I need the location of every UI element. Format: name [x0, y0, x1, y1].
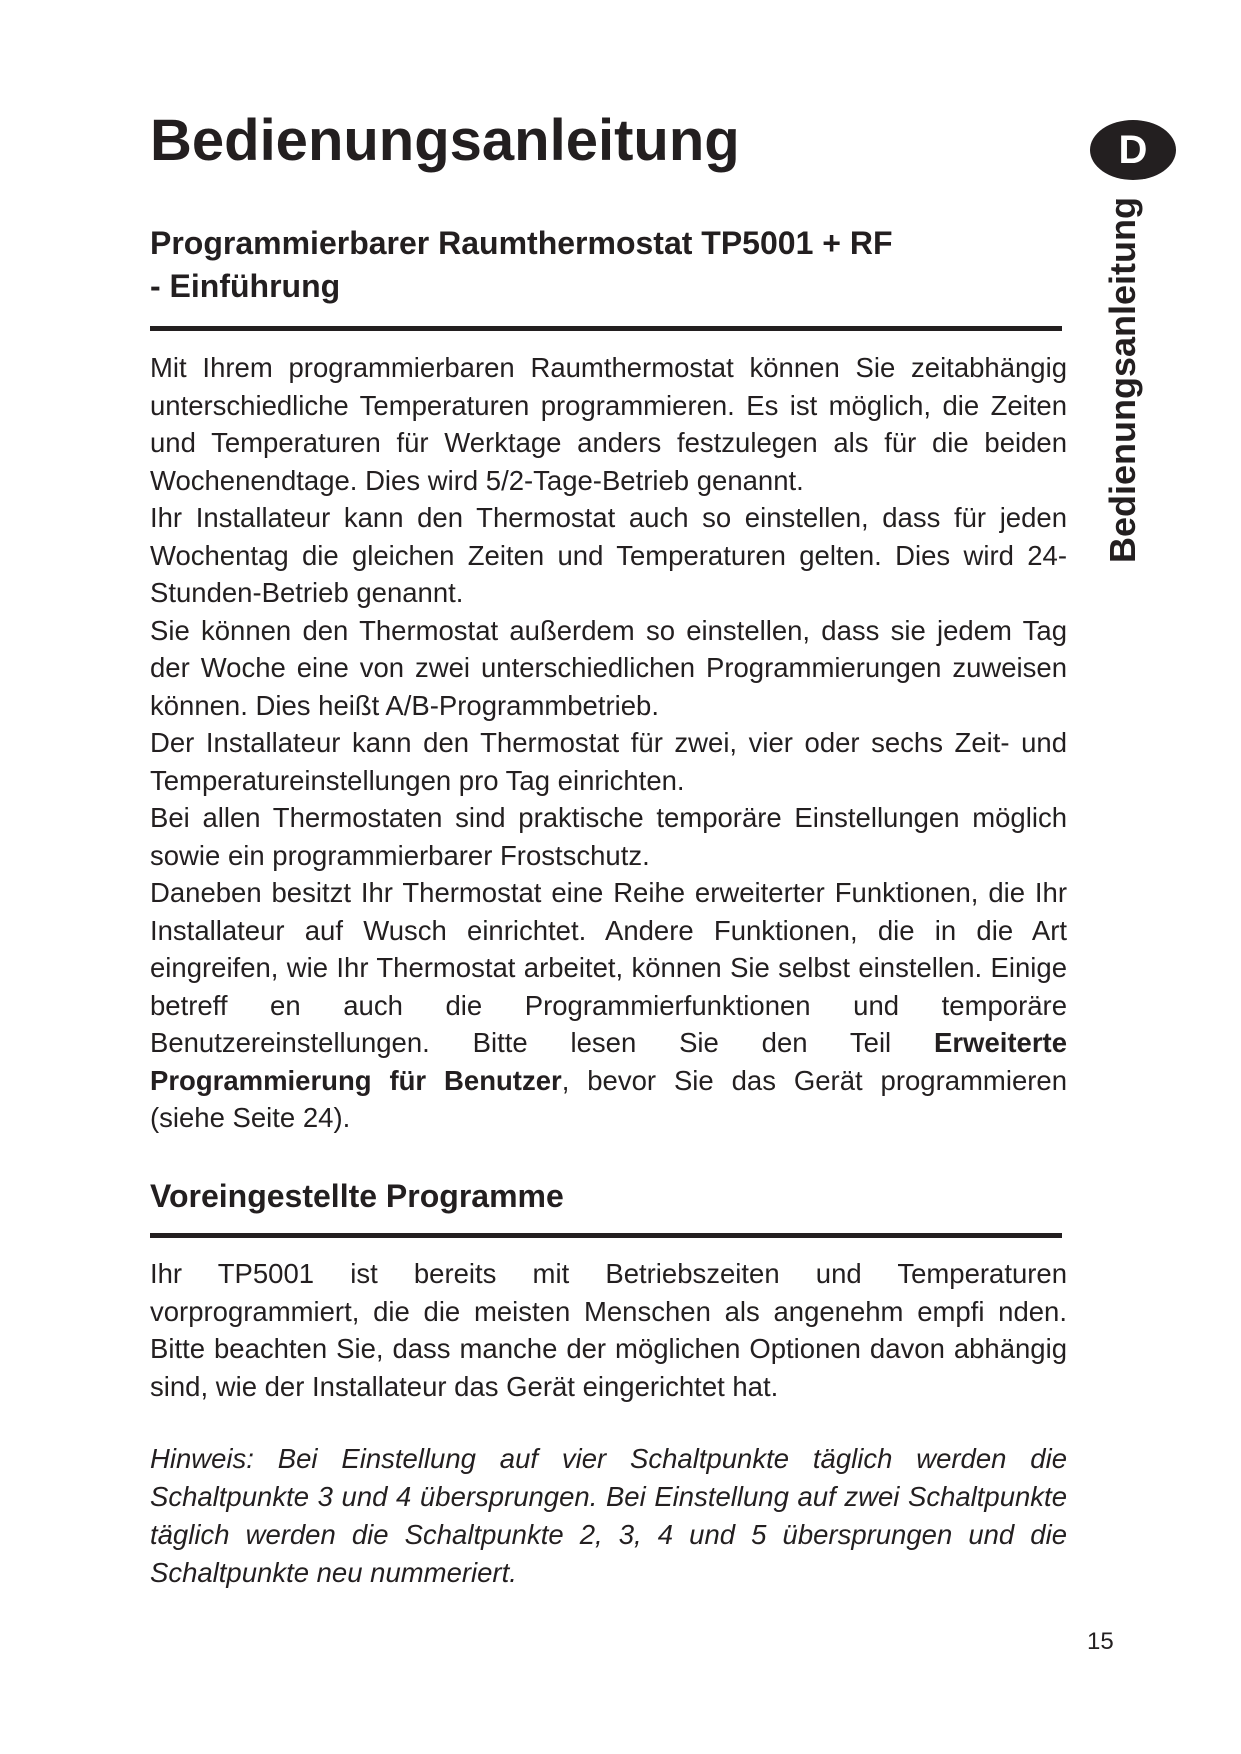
page-number: 15: [1087, 1628, 1114, 1655]
preset-heading: Voreingestellte Programme: [150, 1178, 564, 1214]
intro-paragraph-last: [150, 874, 1067, 1137]
intro-heading-line2: - Einführung: [150, 268, 341, 304]
page-title: Bedienungsanleitung: [150, 108, 740, 173]
intro-last-text-end: , bevor Sie das Gerät programmieren (siehe Seite 24).: [150, 1064, 1067, 1133]
intro-heading-line1: Programmierbarer Raumthermostat TP5001 + RF: [150, 225, 893, 261]
reference-advanced-programming: Erweiterte Programmierung für Benutzer: [150, 1027, 1067, 1096]
section-divider: [150, 326, 1062, 331]
intro-paragraph: Mit Ihrem programmierbaren Raumthermostat können Sie zeitabhängig unterschiedliche Temperaturen programmieren. Es ist möglich, die Zeiten und Temperaturen für Werktage anders festzulegen als für die beiden Wochenendtage. Dies wird 5/2-Tage-Betrieb genannt.: [150, 352, 1067, 496]
intro-paragraph: Sie können den Thermostat außerdem so einstellen, dass sie jedem Tag der Woche eine von zwei unterschiedlichen Programmierungen zuweisen können. Dies heißt A/B-Programmbetrieb.: [150, 614, 1067, 721]
intro-paragraph: Der Installateur kann den Thermostat für zwei, vier oder sechs Zeit- und Temperatureinstellungen pro Tag einrichten.: [150, 727, 1067, 796]
preset-body: [150, 1255, 1067, 1405]
intro-body: [150, 349, 1067, 1137]
intro-paragraph: Ihr Installateur kann den Thermostat auch so einstellen, dass für jeden Wochentag die gleichen Zeiten und Temperaturen gelten. Dies wird 24-Stunden-Betrieb genannt.: [150, 502, 1067, 608]
preset-paragraph: Ihr TP5001 ist bereits mit Betriebszeiten und Temperaturen vorprogrammiert, die die meisten Menschen als angenehm empfi nden. Bitte beachten Sie, dass manche der möglichen Optionen davon abhängig sind, wie der Installateur das Gerät eingerichtet hat.: [150, 1258, 1067, 1402]
intro-last-text: Daneben besitzt Ihr Thermostat eine Reihe erweiterter Funktionen, die Ihr Installateur auf Wusch einrichtet. Andere Funktionen, die in die Art eingreifen, wie Ihr Thermostat arbeitet, können Sie selbst einstellen. Einige betreff en auch die Programmierfunktionen und temporäre Benutzereinstellungen. Bitte lesen Sie den Teil: [150, 877, 1067, 1058]
language-badge: D: [1090, 120, 1176, 180]
intro-paragraph: Bei allen Thermostaten sind praktische temporäre Einstellungen möglich sowie ein programmierbarer Frostschutz.: [150, 802, 1067, 871]
section-divider: [150, 1233, 1062, 1238]
note-paragraph: Hinweis: Bei Einstellung auf vier Schaltpunkte täglich werden die Schaltpunkte 3 und 4 übersprungen. Bei Einstellung auf zwei Schaltpunkte täglich werden die Schaltpunkte 2, 3, 4 und 5 übersprungen und die Schaltpunkte neu nummeriert.: [150, 1443, 1067, 1588]
side-label-text: Bedienungsanleitung: [1102, 196, 1143, 564]
intro-heading: [150, 222, 1050, 308]
